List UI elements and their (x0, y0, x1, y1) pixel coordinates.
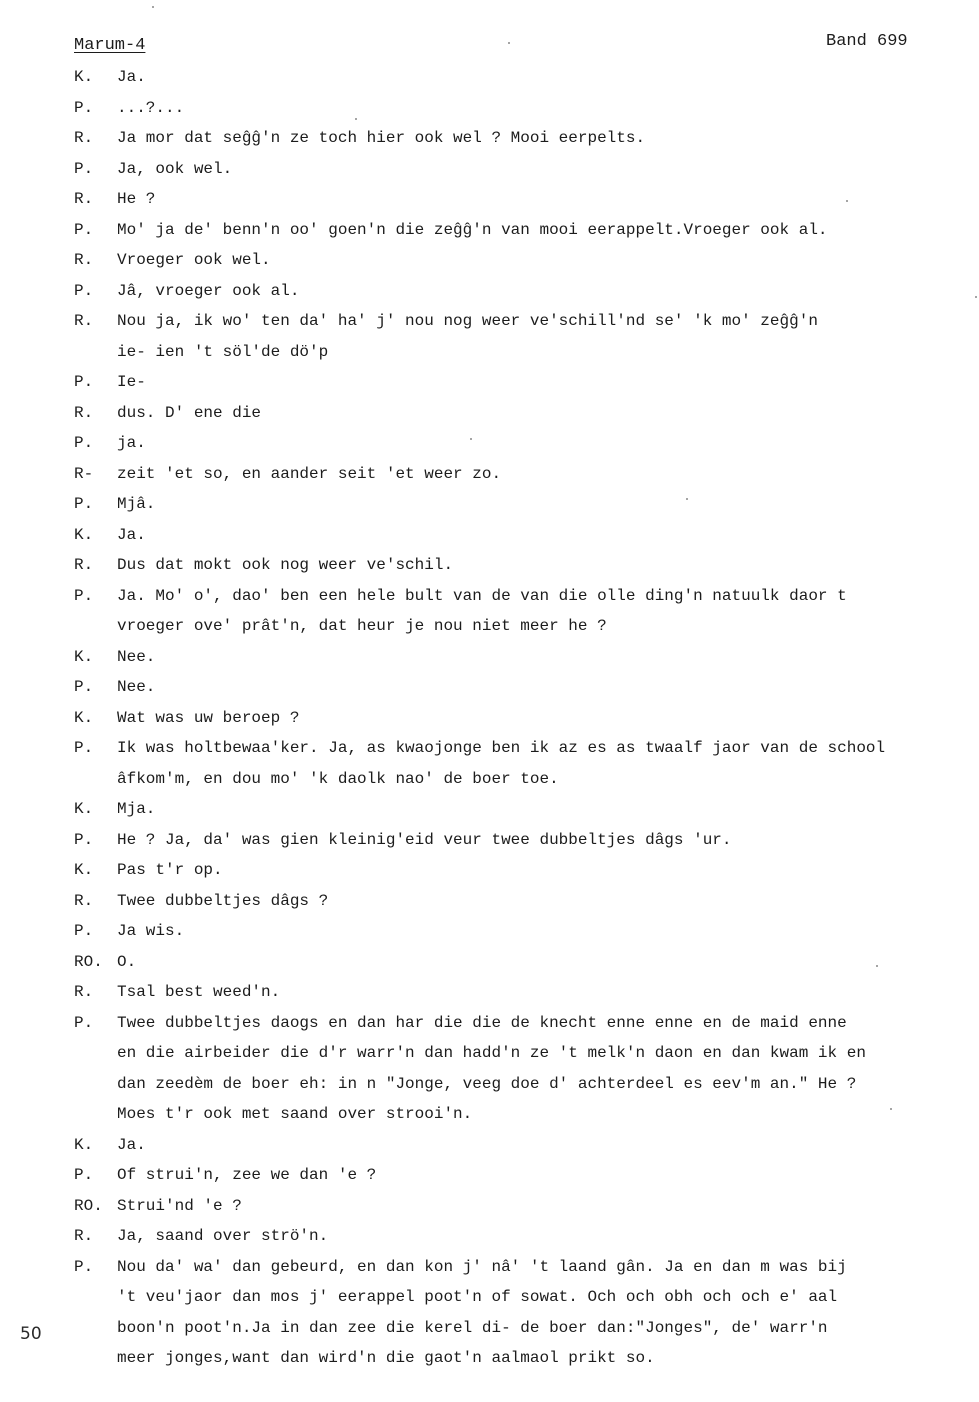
speaker-label: R. (74, 556, 94, 574)
scan-speck (152, 6, 154, 8)
document-label: Marum-4 (74, 36, 146, 55)
scan-speck (975, 296, 977, 298)
utterance-text: Ja. (117, 68, 146, 86)
utterance-text: ja. (117, 434, 146, 452)
speaker-label: K. (74, 647, 94, 666)
utterance-text: Ja. Mo' o', dao' ben een hele bult van de van die olle ding'n natuulk daor t (117, 586, 847, 605)
utterance-text: Ik was holtbewaa'ker. Ja, as kwaojonge ben ik az es as twaalf jaor van de school (117, 739, 886, 757)
utterance-text: ...?... (117, 98, 185, 117)
speaker-label: P. (74, 1013, 94, 1032)
speaker-label: R. (74, 190, 94, 208)
speaker-label: K. (74, 68, 94, 86)
speaker-label: P. (74, 220, 94, 239)
transcript-line (74, 703, 974, 734)
transcript-line (74, 276, 974, 307)
utterance-text: Of strui'n, zee we dan 'e ? (117, 1166, 377, 1184)
speaker-label: P. (74, 434, 94, 452)
transcript-line (74, 1130, 974, 1161)
transcript-line (74, 123, 974, 154)
utterance-text: dus. D' ene die (117, 403, 262, 422)
speaker-label: R. (74, 983, 94, 1001)
utterance-text: boon'n poot'n.Ja in dan zee die kerel di- de boer dan:"Jonges", de' warr'n (117, 1318, 828, 1337)
utterance-text: dan zeedèm de boer eh: in n "Jonge, veeg doe d' achterdeel es eev'm an." He ? (117, 1074, 857, 1093)
speaker-label: P. (74, 159, 94, 178)
transcript-line (74, 1221, 974, 1252)
speaker-label: P. (74, 98, 94, 117)
transcript-line (74, 1038, 974, 1069)
utterance-text: Dus dat mokt ook nog weer ve'schil. (117, 556, 454, 574)
utterance-text: Strui'nd 'e ? (117, 1196, 242, 1215)
transcript-line (74, 977, 974, 1008)
speaker-label: R. (74, 403, 94, 422)
transcript-line (74, 855, 974, 886)
transcript-line (74, 886, 974, 917)
transcript-line (74, 1313, 974, 1344)
transcript-line (74, 62, 974, 93)
transcript-line (74, 672, 974, 703)
utterance-text: Jâ, vroeger ook al. (117, 281, 300, 300)
speaker-label: R- (74, 464, 94, 483)
utterance-text: Twee dubbeltjes daogs en dan har die die de knecht enne enne en de maid enne (117, 1013, 847, 1032)
speaker-label: P. (74, 1257, 94, 1276)
speaker-label: RO. (74, 952, 103, 971)
scan-speck (508, 42, 510, 44)
transcript-line (74, 398, 974, 429)
speaker-label: R. (74, 312, 94, 330)
transcript-line (74, 306, 974, 337)
utterance-text: Ja. (117, 525, 146, 544)
transcript-line (74, 337, 974, 368)
speaker-label: R. (74, 251, 94, 269)
transcript-line (74, 1191, 974, 1222)
speaker-label: RO. (74, 1196, 103, 1215)
utterance-text: ie- ien 't söl'de dö'p (117, 342, 329, 361)
speaker-label: K. (74, 1135, 94, 1154)
transcript-line (74, 489, 974, 520)
speaker-label: R. (74, 129, 94, 147)
utterance-text: Nee. (117, 647, 156, 666)
transcript-line (74, 764, 974, 795)
transcript-line (74, 947, 974, 978)
transcript-line (74, 916, 974, 947)
transcript-line (74, 1252, 974, 1283)
utterance-text: âfkom'm, en dou mo' 'k daolk nao' de boer toe. (117, 769, 559, 788)
utterance-text: en die airbeider die d'r warr'n dan hadd'n ze 't melk'n daon en dan kwam ik en (117, 1044, 866, 1062)
utterance-text: Mja. (117, 800, 156, 818)
speaker-label: K. (74, 800, 94, 818)
utterance-text: O. (117, 952, 137, 971)
utterance-text: vroeger ove' prât'n, dat heur je nou niet meer he ? (117, 617, 607, 635)
transcript-line (74, 550, 974, 581)
scan-speck (686, 498, 688, 500)
utterance-text: zeit 'et so, en aander seit 'et weer zo. (117, 464, 502, 483)
transcript-line (74, 459, 974, 490)
utterance-text: Pas t'r op. (117, 861, 223, 879)
speaker-label: P. (74, 281, 94, 300)
page-number: 50 (20, 1324, 42, 1344)
transcript-line (74, 1343, 974, 1374)
scan-speck (846, 200, 848, 202)
utterance-text: 't veu'jaor dan mos j' eerappel poot'n of sowat. Och och obh och och e' aal (117, 1288, 838, 1306)
utterance-text: Ja, saand over strö'n. (117, 1227, 329, 1245)
speaker-label: K. (74, 861, 94, 879)
transcript-line (74, 367, 974, 398)
speaker-label: P. (74, 922, 94, 940)
transcript-line (74, 825, 974, 856)
transcript (74, 62, 974, 1374)
utterance-text: Ja mor dat seĝĝ'n ze toch hier ook wel ? Mooi eerpelts. (117, 129, 646, 147)
utterance-text: Wat was uw beroep ? (117, 708, 300, 727)
utterance-text: He ? Ja, da' was gien kleinig'eid veur twee dubbeltjes dâgs 'ur. (117, 830, 732, 849)
transcript-line (74, 154, 974, 185)
speaker-label: P. (74, 586, 94, 605)
speaker-label: K. (74, 525, 94, 544)
speaker-label: K. (74, 708, 94, 727)
transcript-line (74, 184, 974, 215)
scan-speck (355, 118, 357, 120)
speaker-label: P. (74, 1166, 94, 1184)
transcript-line (74, 611, 974, 642)
utterance-text: Ie- (117, 373, 146, 391)
transcript-line (74, 794, 974, 825)
speaker-label: R. (74, 891, 94, 910)
transcript-line (74, 245, 974, 276)
transcript-line (74, 1282, 974, 1313)
utterance-text: Nee. (117, 678, 156, 696)
transcript-line (74, 1008, 974, 1039)
transcript-line (74, 581, 974, 612)
scan-speck (470, 438, 472, 440)
speaker-label: R. (74, 1227, 94, 1245)
utterance-text: Twee dubbeltjes dâgs ? (117, 891, 329, 910)
speaker-label: P. (74, 739, 94, 757)
speaker-label: P. (74, 830, 94, 849)
utterance-text: Moes t'r ook met saand over strooi'n. (117, 1105, 473, 1123)
utterance-text: Vroeger ook wel. (117, 251, 271, 269)
transcript-line (74, 1160, 974, 1191)
transcript-line (74, 520, 974, 551)
utterance-text: He ? (117, 190, 156, 208)
utterance-text: Tsal best weed'n. (117, 983, 281, 1001)
scan-speck (890, 1108, 892, 1110)
utterance-text: meer jonges,want dan wird'n die gaot'n aalmaol prikt so. (117, 1349, 655, 1367)
utterance-text: Mjâ. (117, 495, 156, 513)
transcript-line (74, 642, 974, 673)
transcript-line (74, 1099, 974, 1130)
utterance-text: Ja wis. (117, 922, 185, 940)
speaker-label: P. (74, 373, 94, 391)
transcript-line (74, 1069, 974, 1100)
utterance-text: Nou da' wa' dan gebeurd, en dan kon j' nâ' 't laand gân. Ja en dan m was bij (117, 1257, 847, 1276)
scan-speck (876, 965, 878, 967)
utterance-text: Ja, ook wel. (117, 159, 233, 178)
speaker-label: P. (74, 495, 94, 513)
utterance-text: Mo' ja de' benn'n oo' goen'n die zeĝĝ'n van mooi eerappelt.Vroeger ook al. (117, 220, 828, 239)
speaker-label: P. (74, 678, 94, 696)
transcript-line (74, 428, 974, 459)
transcript-line (74, 93, 974, 124)
transcript-line (74, 215, 974, 246)
utterance-text: Nou ja, ik wo' ten da' ha' j' nou nog weer ve'schill'nd se' 'k mo' zeĝĝ'n (117, 312, 818, 330)
transcript-line (74, 733, 974, 764)
utterance-text: Ja. (117, 1135, 146, 1154)
tape-number: Band 699 (826, 32, 908, 51)
